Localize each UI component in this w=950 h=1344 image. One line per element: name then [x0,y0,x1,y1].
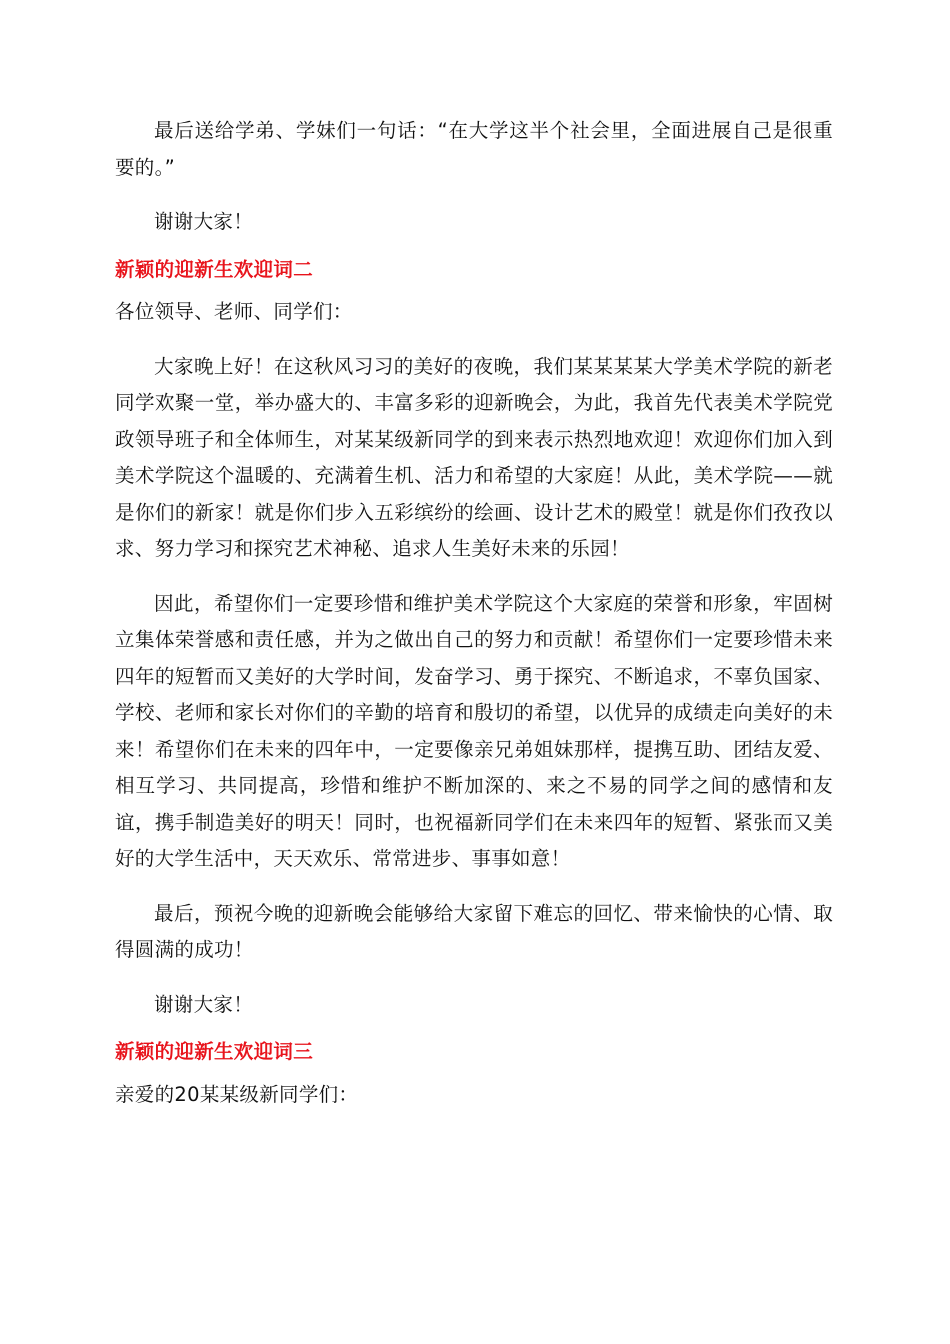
closing-paragraph: 最后送给学弟、学妹们一句话：“在大学这半个社会里，全面进展自己是很重要的。” [115,119,833,179]
body-paragraph-welcome: 大家晚上好！在这秋风习习的美好的夜晚，我们某某某某大学美术学院的新老同学欢聚一堂，举办盛大的、丰富多彩的迎新晚会，为此，我首先代表美术学院党政领导班子和全体师生，对某某级新同学的到来表示热烈地欢迎！欢迎你们加入到美术学院这个温暖的、充满着生机、活力和希望的大家庭！从此，美术学院——就是你们的新家！就是你们步入五彩缤纷的绘画、设计艺术的殿堂！就是你们孜孜以求、努力学习和探究艺术神秘、追求人生美好未来的乐园！ [115,354,833,560]
salutation-paragraph: 各位领导、老师、同学们： [115,300,353,323]
section-heading-two: 新颖的迎新生欢迎词二 [115,257,314,281]
salutation-paragraph: 亲爱的20某某级新同学们： [115,1082,359,1106]
section-heading-three: 新颖的迎新生欢迎词三 [115,1040,314,1063]
document-page [115,113,833,1113]
body-paragraph-hopes: 因此，希望你们一定要珍惜和维护美术学院这个大家庭的荣誉和形象，牢固树立集体荣誉感和责任感，并为之做出自己的努力和贡献！希望你们一定要珍惜未来四年的短暂而又美好的大学时间，发奋学习、勇于探究、不断追求，不辜负国家、学校、老师和家长对你们的辛勤的培育和殷切的希望，以优异的成绩走向美好的未来！希望你们在未来的四年中，一定要像亲兄弟姐妹那样，提携互助、团结友爱、相互学习、共同提高，珍惜和维护不断加深的、来之不易的同学之间的感情和友谊，携手制造美好的明天！同时，也祝福新同学们在未来四年的短暂、紧张而又美好的大学生活中，天天欢乐、常常进步、事事如意！ [115,591,833,870]
body-paragraph-wishes: 最后，预祝今晚的迎新晚会能够给大家留下难忘的回忆、带来愉快的心情、取得圆满的成功！ [115,901,833,961]
thanks-paragraph: 谢谢大家！ [154,210,254,233]
thanks-paragraph: 谢谢大家！ [154,992,254,1016]
